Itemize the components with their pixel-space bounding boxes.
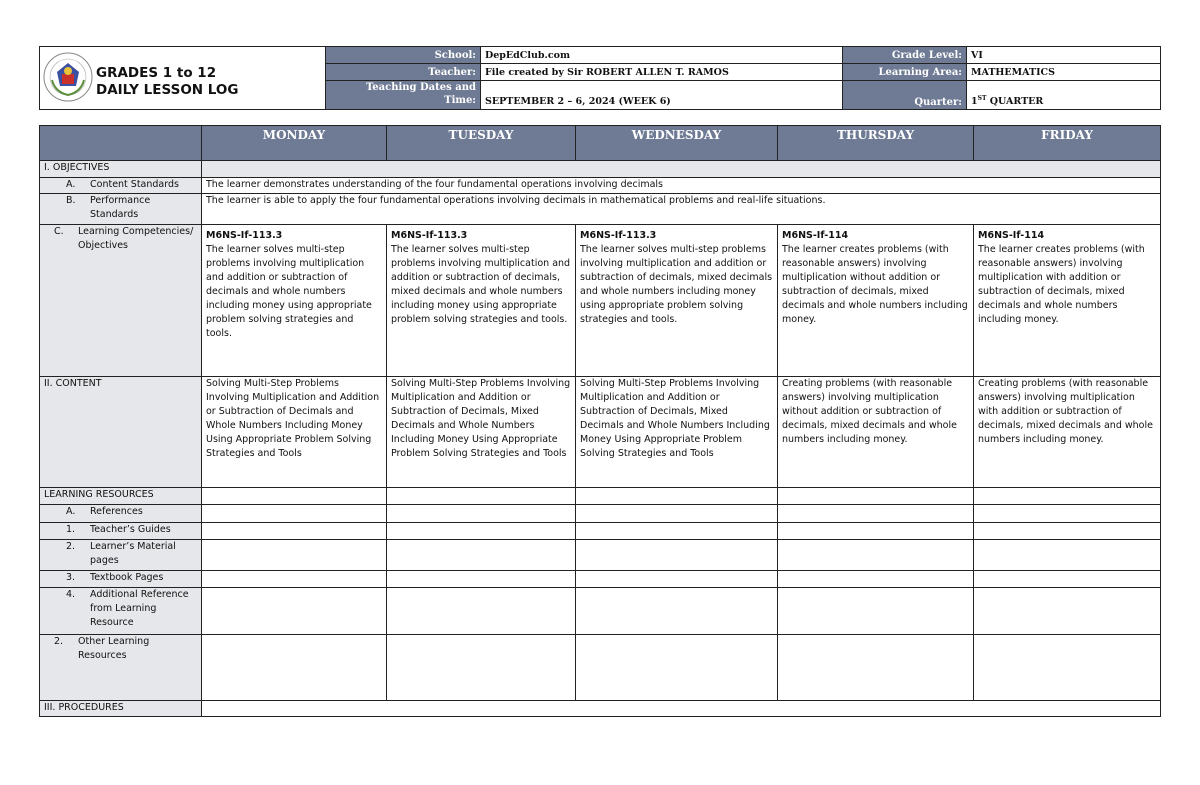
dates-label xyxy=(326,81,481,110)
competency-text: The learner creates problems (with reasonable answers) involving multiplication without addition or subtraction of decimals, mixed decimals and whole numbers including money. xyxy=(782,244,968,325)
competency-cell-wednesday xyxy=(576,225,778,377)
empty-cell xyxy=(202,540,387,571)
quarter-sup: ST xyxy=(977,94,987,102)
performance-standards-label xyxy=(40,194,202,225)
other-text-label: Other Learning Resources xyxy=(78,636,150,661)
dates-label-line2: Time: xyxy=(444,95,476,106)
teachers-guides-text-label: Teacher’s Guides xyxy=(90,524,171,535)
grade-value: VI xyxy=(967,47,1161,64)
empty-cell xyxy=(387,588,576,635)
content-label: II. CONTENT xyxy=(40,377,202,488)
empty-cell xyxy=(202,588,387,635)
references-label xyxy=(40,505,202,523)
performance-standards-num: B. xyxy=(66,195,76,206)
additional-text-label: Additional Reference from Learning Resource xyxy=(90,589,189,628)
empty-cell xyxy=(974,505,1161,523)
deped-seal-logo xyxy=(43,52,93,102)
competency-cell-friday xyxy=(974,225,1161,377)
title-line-2: DAILY LESSON LOG xyxy=(96,82,239,98)
empty-cell xyxy=(974,523,1161,540)
objectives-label: I. OBJECTIVES xyxy=(40,161,202,178)
competency-code: M6NS-If-113.3 xyxy=(580,230,657,241)
content-standards-text: The learner demonstrates understanding of the four fundamental operations involving decimals xyxy=(202,178,1161,194)
competency-cell-monday xyxy=(202,225,387,377)
references-num: A. xyxy=(66,506,76,517)
empty-cell xyxy=(387,505,576,523)
day-header-thursday: THURSDAY xyxy=(778,126,974,161)
school-label: School: xyxy=(326,47,481,64)
quarter-value xyxy=(967,81,1161,110)
day-header-friday: FRIDAY xyxy=(974,126,1161,161)
competency-code: M6NS-If-113.3 xyxy=(391,230,468,241)
header-block xyxy=(39,46,1160,110)
content-standards-num: A. xyxy=(66,179,76,190)
lesson-log-table xyxy=(39,125,1160,717)
references-text-label: References xyxy=(90,506,143,517)
empty-cell xyxy=(576,505,778,523)
content-cell-wednesday: Solving Multi-Step Problems Involving Multiplication and Addition or Subtraction of Decimals, Mixed Decimals and Whole Numbers Including Money Using Appropriate Problem Solving Strategies and Tools xyxy=(576,377,778,488)
empty-cell xyxy=(778,635,974,701)
procedures-label: III. PROCEDURES xyxy=(40,701,202,717)
empty-cell xyxy=(202,571,387,588)
quarter-label: Quarter: xyxy=(843,81,967,110)
competencies-num: C. xyxy=(54,226,64,237)
objectives-band xyxy=(202,161,1161,178)
empty-cell xyxy=(778,523,974,540)
empty-cell xyxy=(778,540,974,571)
competency-text: The learner solves multi-step problems involving multiplication and addition or subtraction of decimals and whole numbers including money using appropriate problem solving strategies and tools. xyxy=(206,244,372,339)
content-cell-tuesday: Solving Multi-Step Problems Involving Multiplication and Addition or Subtraction of Decimals, Mixed Decimals and Whole Numbers Including Money Using Appropriate Problem Solving Strategies and Tools xyxy=(387,377,576,488)
empty-cell xyxy=(974,588,1161,635)
empty-cell xyxy=(576,488,778,505)
additional-reference-label xyxy=(40,588,202,635)
content-cell-friday: Creating problems (with reasonable answers) involving multiplication with addition or subtraction of decimals, mixed decimals and whole numbers including money. xyxy=(974,377,1161,488)
competency-code: M6NS-If-114 xyxy=(782,230,849,241)
competency-cell-thursday xyxy=(778,225,974,377)
procedures-band xyxy=(202,701,1161,717)
empty-cell xyxy=(387,523,576,540)
empty-cell xyxy=(576,523,778,540)
quarter-rest: QUARTER xyxy=(986,96,1044,107)
competency-text: The learner solves multi-step problems involving multiplication and addition or subtraction of decimals, mixed decimals and whole numbers including money using appropriate problem solving strategies and tools. xyxy=(580,244,773,325)
teachers-guides-num: 1. xyxy=(66,524,76,535)
learning-area-value: MATHEMATICS xyxy=(967,64,1161,81)
dates-value: SEPTEMBER 2 – 6, 2024 (WEEK 6) xyxy=(481,81,843,110)
empty-cell xyxy=(387,571,576,588)
day-header-tuesday: TUESDAY xyxy=(387,126,576,161)
competencies-label xyxy=(40,225,202,377)
learners-material-text-label: Learner’s Material pages xyxy=(90,541,176,566)
learners-material-num: 2. xyxy=(66,541,76,552)
dates-label-line1: Teaching Dates and xyxy=(365,82,476,93)
empty-cell xyxy=(974,635,1161,701)
empty-cell xyxy=(576,588,778,635)
empty-cell xyxy=(974,540,1161,571)
competencies-text-label: Learning Competencies/ Objectives xyxy=(78,226,194,251)
learning-resources-label: LEARNING RESOURCES xyxy=(40,488,202,505)
teacher-label: Teacher: xyxy=(326,64,481,81)
empty-cell xyxy=(576,540,778,571)
other-num: 2. xyxy=(54,636,64,647)
title-line-1: GRADES 1 to 12 xyxy=(96,65,217,81)
title-cell xyxy=(40,47,326,110)
empty-cell xyxy=(387,540,576,571)
day-header-monday: MONDAY xyxy=(202,126,387,161)
empty-cell xyxy=(202,488,387,505)
school-value: DepEdClub.com xyxy=(481,47,843,64)
grade-label: Grade Level: xyxy=(843,47,967,64)
quarter-num: 1 xyxy=(971,96,978,107)
empty-cell xyxy=(778,488,974,505)
empty-cell xyxy=(778,505,974,523)
day-header-wednesday: WEDNESDAY xyxy=(576,126,778,161)
competency-code: M6NS-If-114 xyxy=(978,230,1045,241)
learners-material-label xyxy=(40,540,202,571)
competency-text: The learner creates problems (with reasonable answers) involving multiplication with addition or subtraction of decimals, mixed decimals and whole numbers including money. xyxy=(978,244,1145,325)
competency-cell-tuesday xyxy=(387,225,576,377)
competency-text: The learner solves multi-step problems involving multiplication and addition or subtraction of decimals, mixed decimals and whole numbers including money using appropriate problem solving strategies and tools. xyxy=(391,244,571,325)
content-standards-text-label: Content Standards xyxy=(90,179,179,190)
performance-standards-text-label: Performance Standards xyxy=(90,195,151,220)
empty-cell xyxy=(387,635,576,701)
empty-cell xyxy=(202,523,387,540)
content-cell-monday: Solving Multi-Step Problems Involving Multiplication and Addition or Subtraction of Decimals and Whole Numbers Including Money Using Appropriate Problem Solving Strategies and Tools xyxy=(202,377,387,488)
additional-num: 4. xyxy=(66,589,76,600)
competency-code: M6NS-If-113.3 xyxy=(206,230,283,241)
corner-header xyxy=(40,126,202,161)
performance-standards-text: The learner is able to apply the four fundamental operations involving decimals in mathematical problems and real-life situations. xyxy=(202,194,1161,225)
empty-cell xyxy=(576,635,778,701)
content-cell-thursday: Creating problems (with reasonable answers) involving multiplication without addition or subtraction of decimals, mixed decimals and whole numbers including money. xyxy=(778,377,974,488)
other-resources-label xyxy=(40,635,202,701)
textbook-num: 3. xyxy=(66,572,76,583)
empty-cell xyxy=(202,505,387,523)
empty-cell xyxy=(974,571,1161,588)
teachers-guides-label xyxy=(40,523,202,540)
textbook-pages-label xyxy=(40,571,202,588)
empty-cell xyxy=(974,488,1161,505)
textbook-text-label: Textbook Pages xyxy=(90,572,164,583)
empty-cell xyxy=(387,488,576,505)
empty-cell xyxy=(778,571,974,588)
content-standards-label xyxy=(40,178,202,194)
learning-area-label: Learning Area: xyxy=(843,64,967,81)
empty-cell xyxy=(778,588,974,635)
teacher-value: File created by Sir ROBERT ALLEN T. RAMOS xyxy=(481,64,843,81)
empty-cell xyxy=(576,571,778,588)
empty-cell xyxy=(202,635,387,701)
